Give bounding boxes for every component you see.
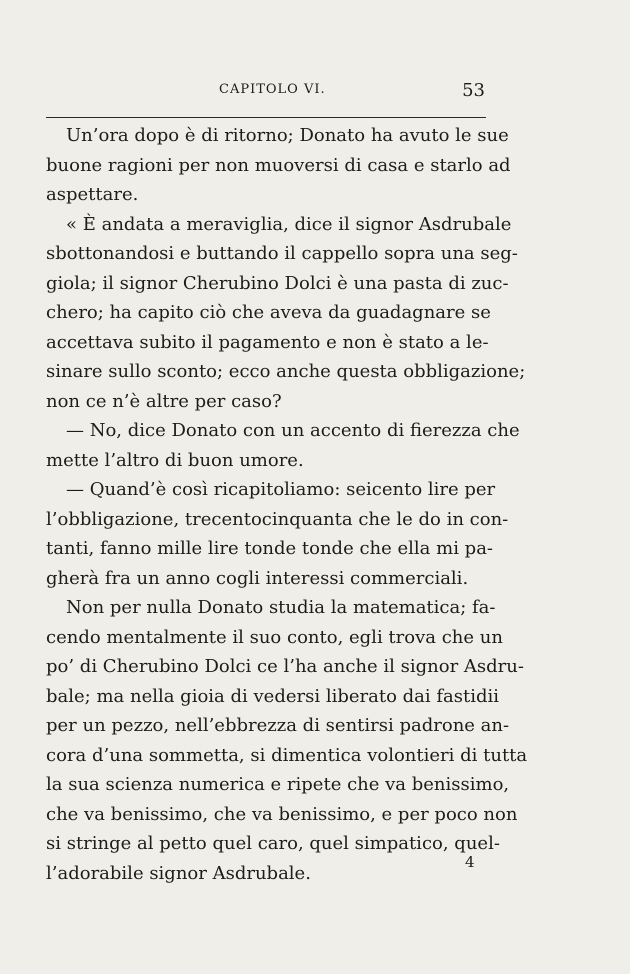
text-line: tanti, fanno mille lire tonde tonde che ella mi pa- (46, 538, 494, 559)
text-line: Non per nulla Donato studia la matematica; fa- (66, 597, 496, 618)
text-line: l’adorabile signor Asdrubale. (46, 862, 311, 884)
signature-mark: 4 (465, 853, 475, 871)
text-line: buone ragioni per non muoversi di casa e starlo ad (46, 154, 511, 176)
header-rule (46, 117, 486, 118)
text-line: « È andata a meraviglia, dice il signor Asdrubale (66, 213, 512, 235)
text-line: giola; il signor Cherubino Dolci è una pasta di zuc- (46, 272, 509, 294)
text-line: cendo mentalmente il suo conto, egli trova che un (46, 626, 503, 648)
text-line: sinare sullo sconto; ecco anche questa obbligazione; (46, 361, 526, 382)
text-line: chero; ha capito ciò che aveva da guadagnare se (46, 302, 491, 323)
text-line: per un pezzo, nell’ebbrezza di sentirsi padrone an- (46, 715, 510, 736)
text-line: aspettare. (46, 184, 139, 205)
text-line: po’ di Cherubino Dolci ce l’ha anche il signor Asdru- (46, 656, 524, 677)
running-head (46, 80, 486, 104)
text-line: gherà fra un anno cogli interessi commerciali. (46, 567, 469, 589)
page-number: 53 (462, 80, 485, 101)
text-line: non ce n’è altre per caso? (46, 390, 282, 412)
text-line: sbottonandosi e buttando il cappello sopra una seg- (46, 243, 518, 264)
text-line: l’obbligazione, trecentocinquanta che le do in con- (46, 508, 509, 530)
text-line: che va benissimo, che va benissimo, e per poco non (46, 803, 518, 825)
chapter-heading: CAPITOLO VI. (219, 82, 326, 97)
text-line: bale; ma nella gioia di vedersi liberato dai fastidii (46, 685, 500, 707)
text-line: si stringe al petto quel caro, quel simpatico, quel- (46, 833, 500, 854)
text-line: Un’ora dopo è di ritorno; Donato ha avuto le sue (66, 125, 509, 146)
text-line: accettava subito il pagamento e non è stato a le- (46, 331, 489, 353)
text-line: — Quand’è così ricapitoliamo: seicento lire per (66, 479, 496, 500)
text-line: mette l’altro di buon umore. (46, 449, 304, 471)
text-line: la sua scienza numerica e ripete che va benissimo, (46, 774, 510, 795)
body-text (46, 121, 528, 888)
text-line: — No, dice Donato con un accento di fierezza che (66, 420, 520, 441)
text-line: cora d’una sommetta, si dimentica volontieri di tutta (46, 744, 528, 766)
